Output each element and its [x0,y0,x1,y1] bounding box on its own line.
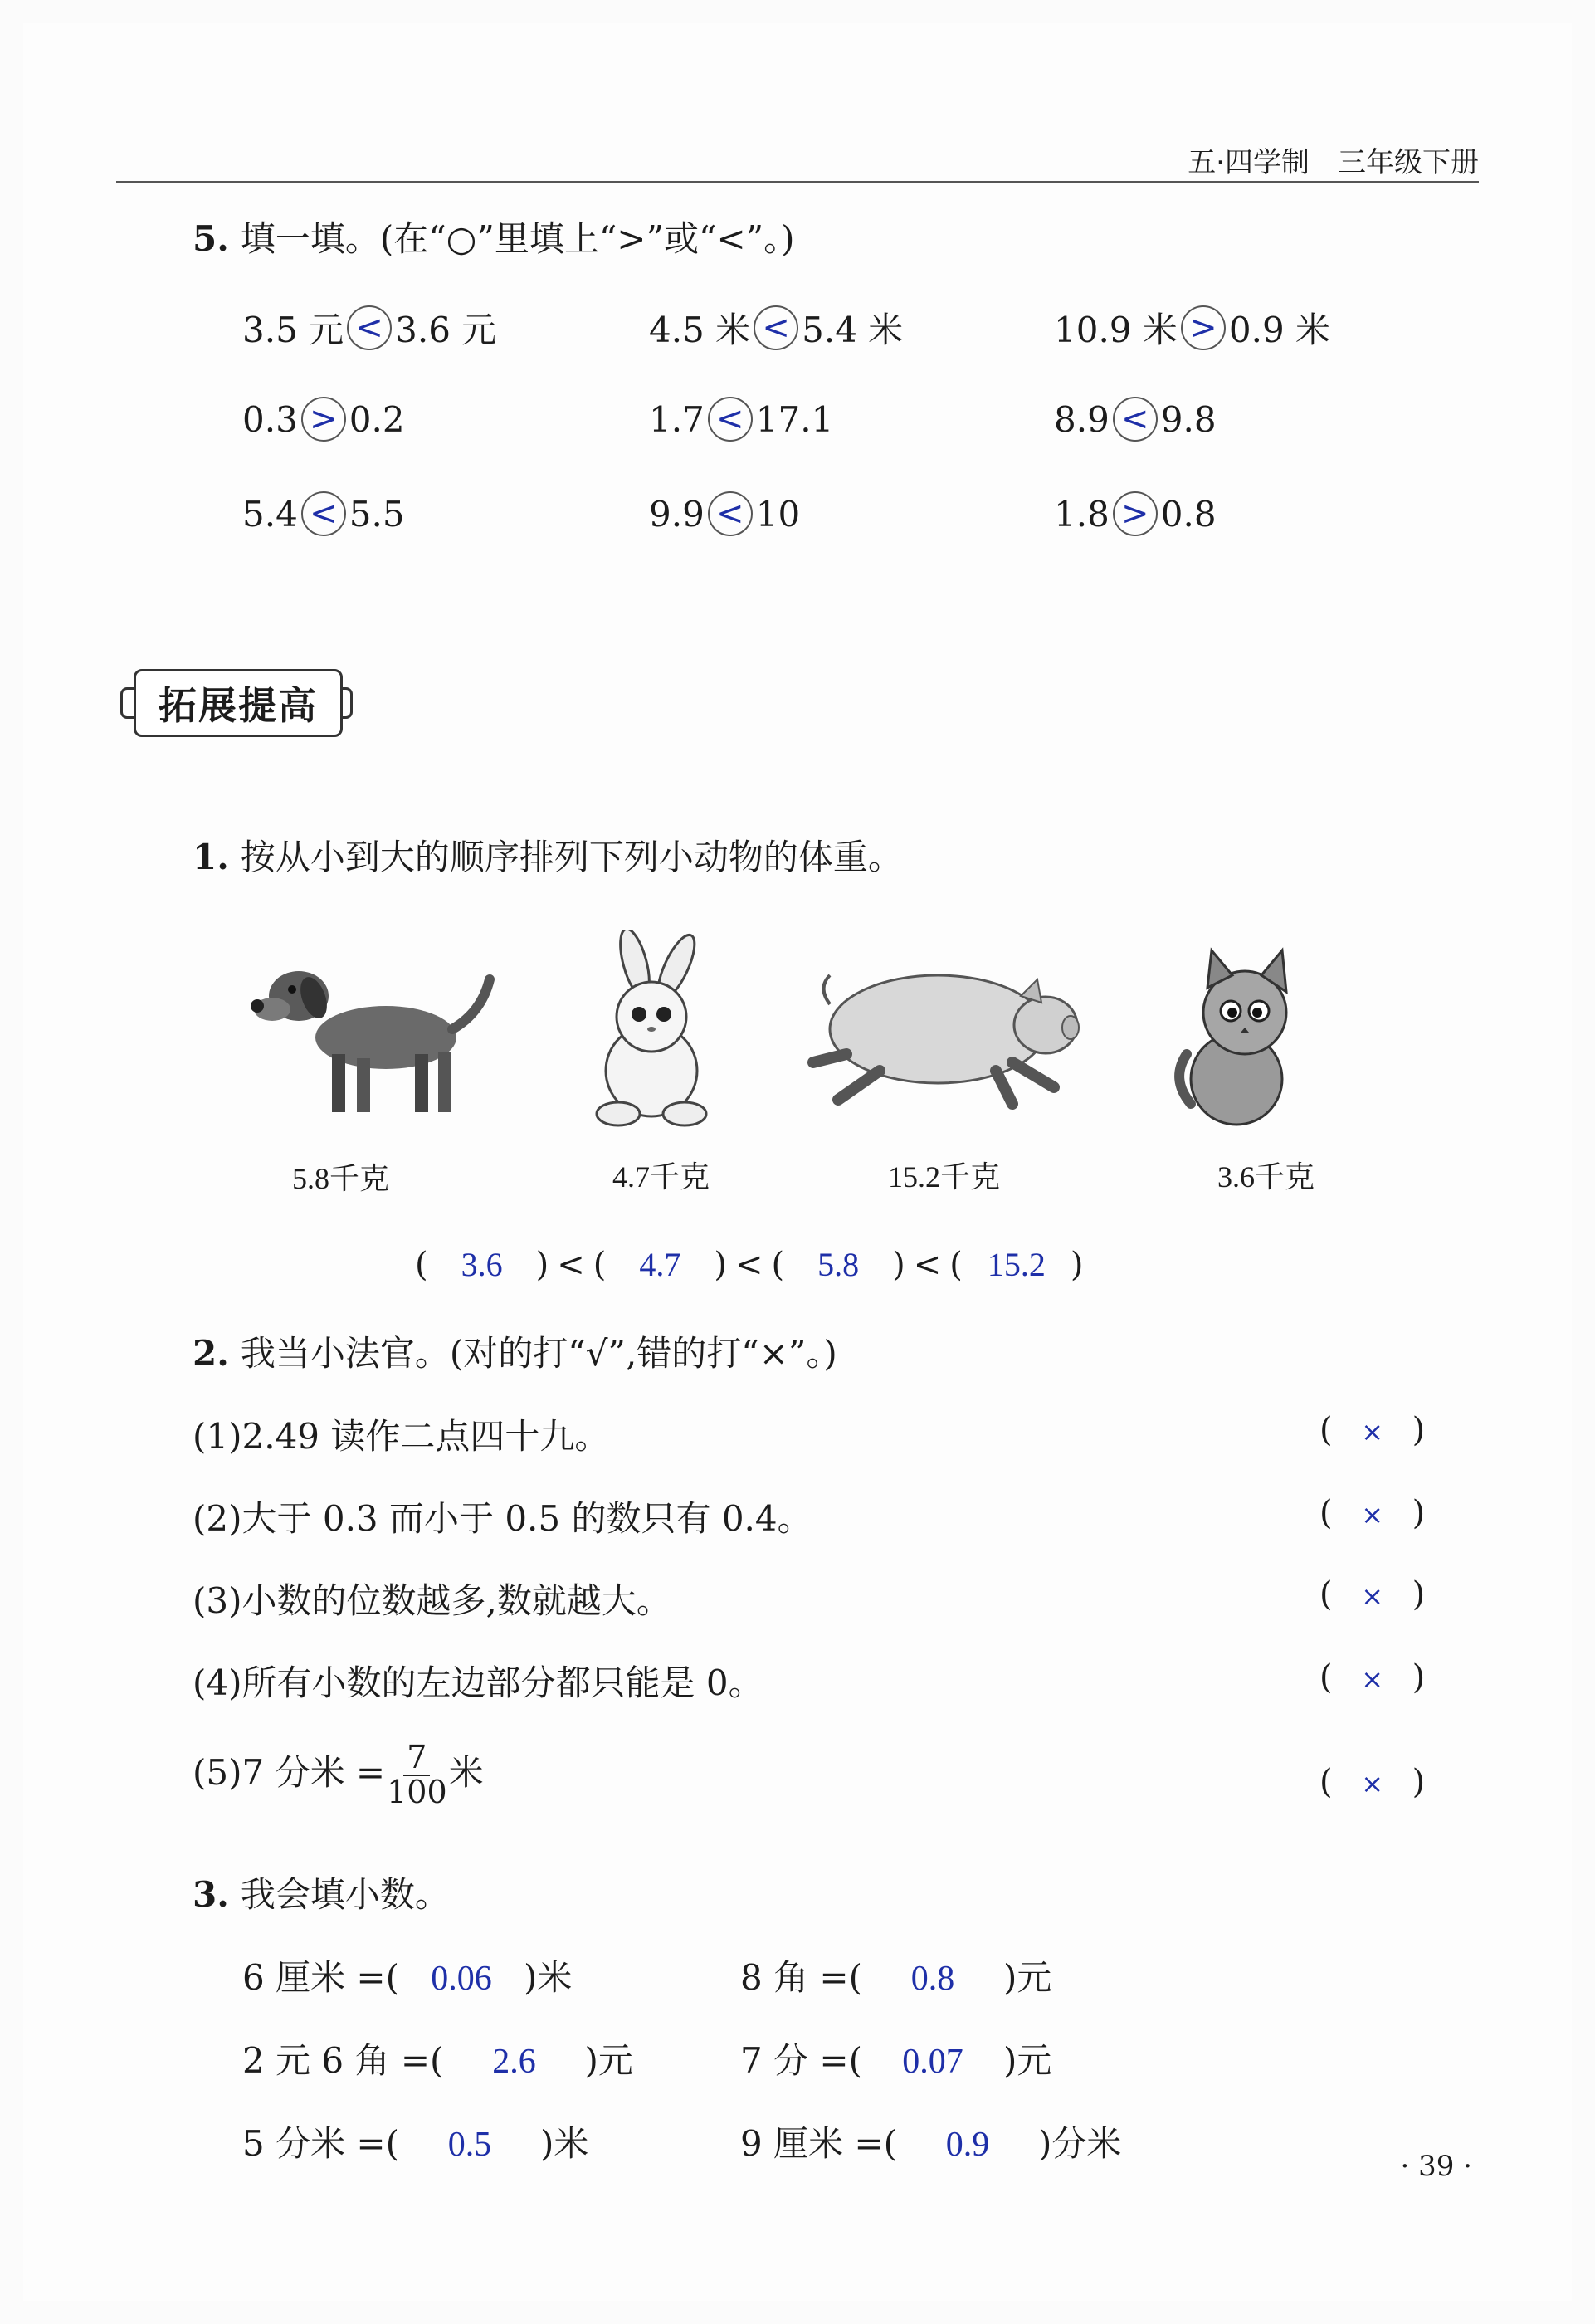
fill-4-post: )元 [1003,2040,1052,2081]
comparison-right: 9.8 [1160,398,1217,440]
judge-answer-1[interactable]: ( × ) [1319,1411,1426,1449]
judge-mark-3: × [1361,1580,1384,1612]
comparison-item [242,397,405,442]
fill-4-pre: 7 分 =( [740,2040,863,2081]
judge-answer-2[interactable]: ( × ) [1319,1494,1426,1532]
lt-sign-2: < [734,1245,763,1284]
header-rule [116,181,1479,183]
fill-1-answer[interactable]: 0.06 [431,1960,492,1998]
comparison-left: 9.9 [649,493,705,535]
order-answer-row: ( 3.6 ) < ( 4.7 ) < ( 5.8 ) < ( 15.2 ) [415,1245,1084,1284]
comparison-right: 17.1 [755,398,834,440]
comparison-circle[interactable]: < [301,491,346,536]
comparison-left: 10.9 米 [1054,310,1178,350]
comparison-circle[interactable]: < [347,305,392,350]
comparison-left: 1.8 [1054,493,1110,535]
comparison-circle[interactable]: > [301,397,346,442]
judge-answer-3[interactable]: ( × ) [1319,1575,1426,1614]
comparison-right: 0.8 [1160,493,1217,535]
t1-instruction: 按从小到大的顺序排列下列小动物的体重。 [240,837,903,877]
comparison-item [1054,491,1217,536]
dog-weight: 5.8千克 [292,1162,390,1195]
rabbit-image [581,930,722,1129]
judge-answer-4[interactable]: ( × ) [1319,1658,1426,1697]
fill-item-6 [740,2116,1121,2166]
judge-item-1: (1)2.49 读作二点四十九。 [193,1416,610,1457]
pig-image [805,954,1087,1112]
fill-3-pre: 2 元 6 角 =( [242,2040,444,2081]
fill-5-pre: 5 分米 =( [242,2123,400,2164]
fill-6-pre: 9 厘米 =( [740,2123,898,2164]
fraction-numerator: 7 [403,1741,430,1776]
order-slot-3[interactable]: 5.8 [817,1246,860,1283]
judge-item-5-pre: (5)7 分米 = [193,1751,386,1793]
t1-number: 1. [193,837,229,877]
fill-3-post: )元 [584,2040,633,2081]
comparison-circle[interactable]: > [1113,491,1158,536]
fill-item-3 [242,2034,633,2083]
fill-6-post: )分米 [1038,2123,1122,2164]
comparison-item [649,397,833,442]
comparison-right: 3.6 元 [395,310,497,350]
comparison-right: 0.9 米 [1228,310,1331,350]
fraction-denominator: 100 [387,1773,447,1810]
fill-item-5 [242,2116,588,2166]
comparison-left: 8.9 [1054,398,1110,440]
fill-1-pre: 6 厘米 =( [242,1957,400,1998]
section-title: 拓展提高 [134,669,343,737]
judge-item-2: (2)大于 0.3 而小于 0.5 的数只有 0.4。 [193,1498,812,1539]
page-header [1159,139,1479,180]
t3-instruction: 我会填小数。 [240,1874,450,1915]
q5-title [193,212,795,261]
fill-3-answer[interactable]: 2.6 [492,2043,536,2081]
order-slot-4[interactable]: 15.2 [987,1246,1046,1283]
comparison-left: 5.4 [242,493,298,535]
edition-label: 五·四学制 [1188,146,1310,179]
t1-title [193,830,903,880]
judge-item-3: (3)小数的位数越多,数就越大。 [193,1580,671,1621]
comparison-right: 0.2 [349,398,405,440]
order-slot-2[interactable]: 4.7 [639,1246,681,1283]
judge-answer-5[interactable]: ( × ) [1319,1763,1426,1801]
comparison-right: 5.5 [349,493,405,535]
comparison-item [1054,397,1217,442]
fill-6-answer[interactable]: 0.9 [945,2126,990,2164]
lt-sign-3: < [913,1245,942,1284]
judge-mark-1: × [1361,1416,1384,1448]
comparison-left: 0.3 [242,398,298,440]
comparison-item [242,303,496,353]
fill-2-post: )元 [1003,1957,1052,1998]
dog-image [249,946,498,1120]
comparison-item [649,303,903,353]
judge-mark-4: × [1361,1663,1384,1695]
judge-item-5-post: 米 [448,1751,484,1793]
fraction [387,1741,447,1809]
lt-sign-1: < [557,1245,585,1284]
comparison-circle[interactable]: < [708,397,753,442]
comparison-left: 4.5 米 [649,310,751,350]
cat-weight: 3.6千克 [1217,1160,1315,1194]
page-number: · 39 · [1400,2150,1472,2183]
fill-item-1 [242,1950,572,2000]
grade-label: 三年级下册 [1338,146,1479,179]
rabbit-weight: 4.7千克 [612,1160,710,1194]
fill-5-answer[interactable]: 0.5 [447,2126,492,2164]
judge-mark-5: × [1361,1768,1384,1799]
comparison-circle[interactable]: < [708,491,753,536]
judge-item-4: (4)所有小数的左边部分都只能是 0。 [193,1662,763,1703]
fill-2-answer[interactable]: 0.8 [910,1960,955,1998]
judge-mark-2: × [1361,1499,1384,1531]
section-header [120,664,353,739]
comparison-circle[interactable]: < [1113,397,1158,442]
fill-5-post: )米 [540,2123,589,2164]
order-slot-1[interactable]: 3.6 [461,1246,503,1283]
comparison-item [649,491,800,536]
t2-number: 2. [193,1333,229,1374]
comparison-right: 5.4 米 [802,310,904,350]
comparison-circle[interactable]: > [1181,305,1226,350]
cat-image [1166,946,1315,1129]
fill-item-2 [740,1950,1051,2000]
t3-title [193,1868,450,1917]
fill-1-post: )米 [524,1957,573,1998]
comparison-circle[interactable]: < [754,305,798,350]
q5-number: 5. [193,218,229,259]
comparison-left: 1.7 [649,398,705,440]
comparison-item [1054,303,1330,353]
pig-weight: 15.2千克 [888,1160,1001,1194]
fill-4-answer[interactable]: 0.07 [902,2043,963,2081]
judge-item-5 [193,1741,484,1809]
comparison-right: 10 [755,493,801,535]
fill-item-4 [740,2034,1051,2083]
q5-instruction: 填一填。(在“○”里填上“>”或“<”。) [240,218,795,259]
fill-2-pre: 8 角 =( [740,1957,863,1998]
comparison-left: 3.5 元 [242,310,344,350]
comparison-item [242,491,405,536]
t2-title [193,1326,837,1376]
t2-instruction: 我当小法官。(对的打“√”,错的打“×”。) [240,1333,837,1374]
t3-number: 3. [193,1874,229,1915]
